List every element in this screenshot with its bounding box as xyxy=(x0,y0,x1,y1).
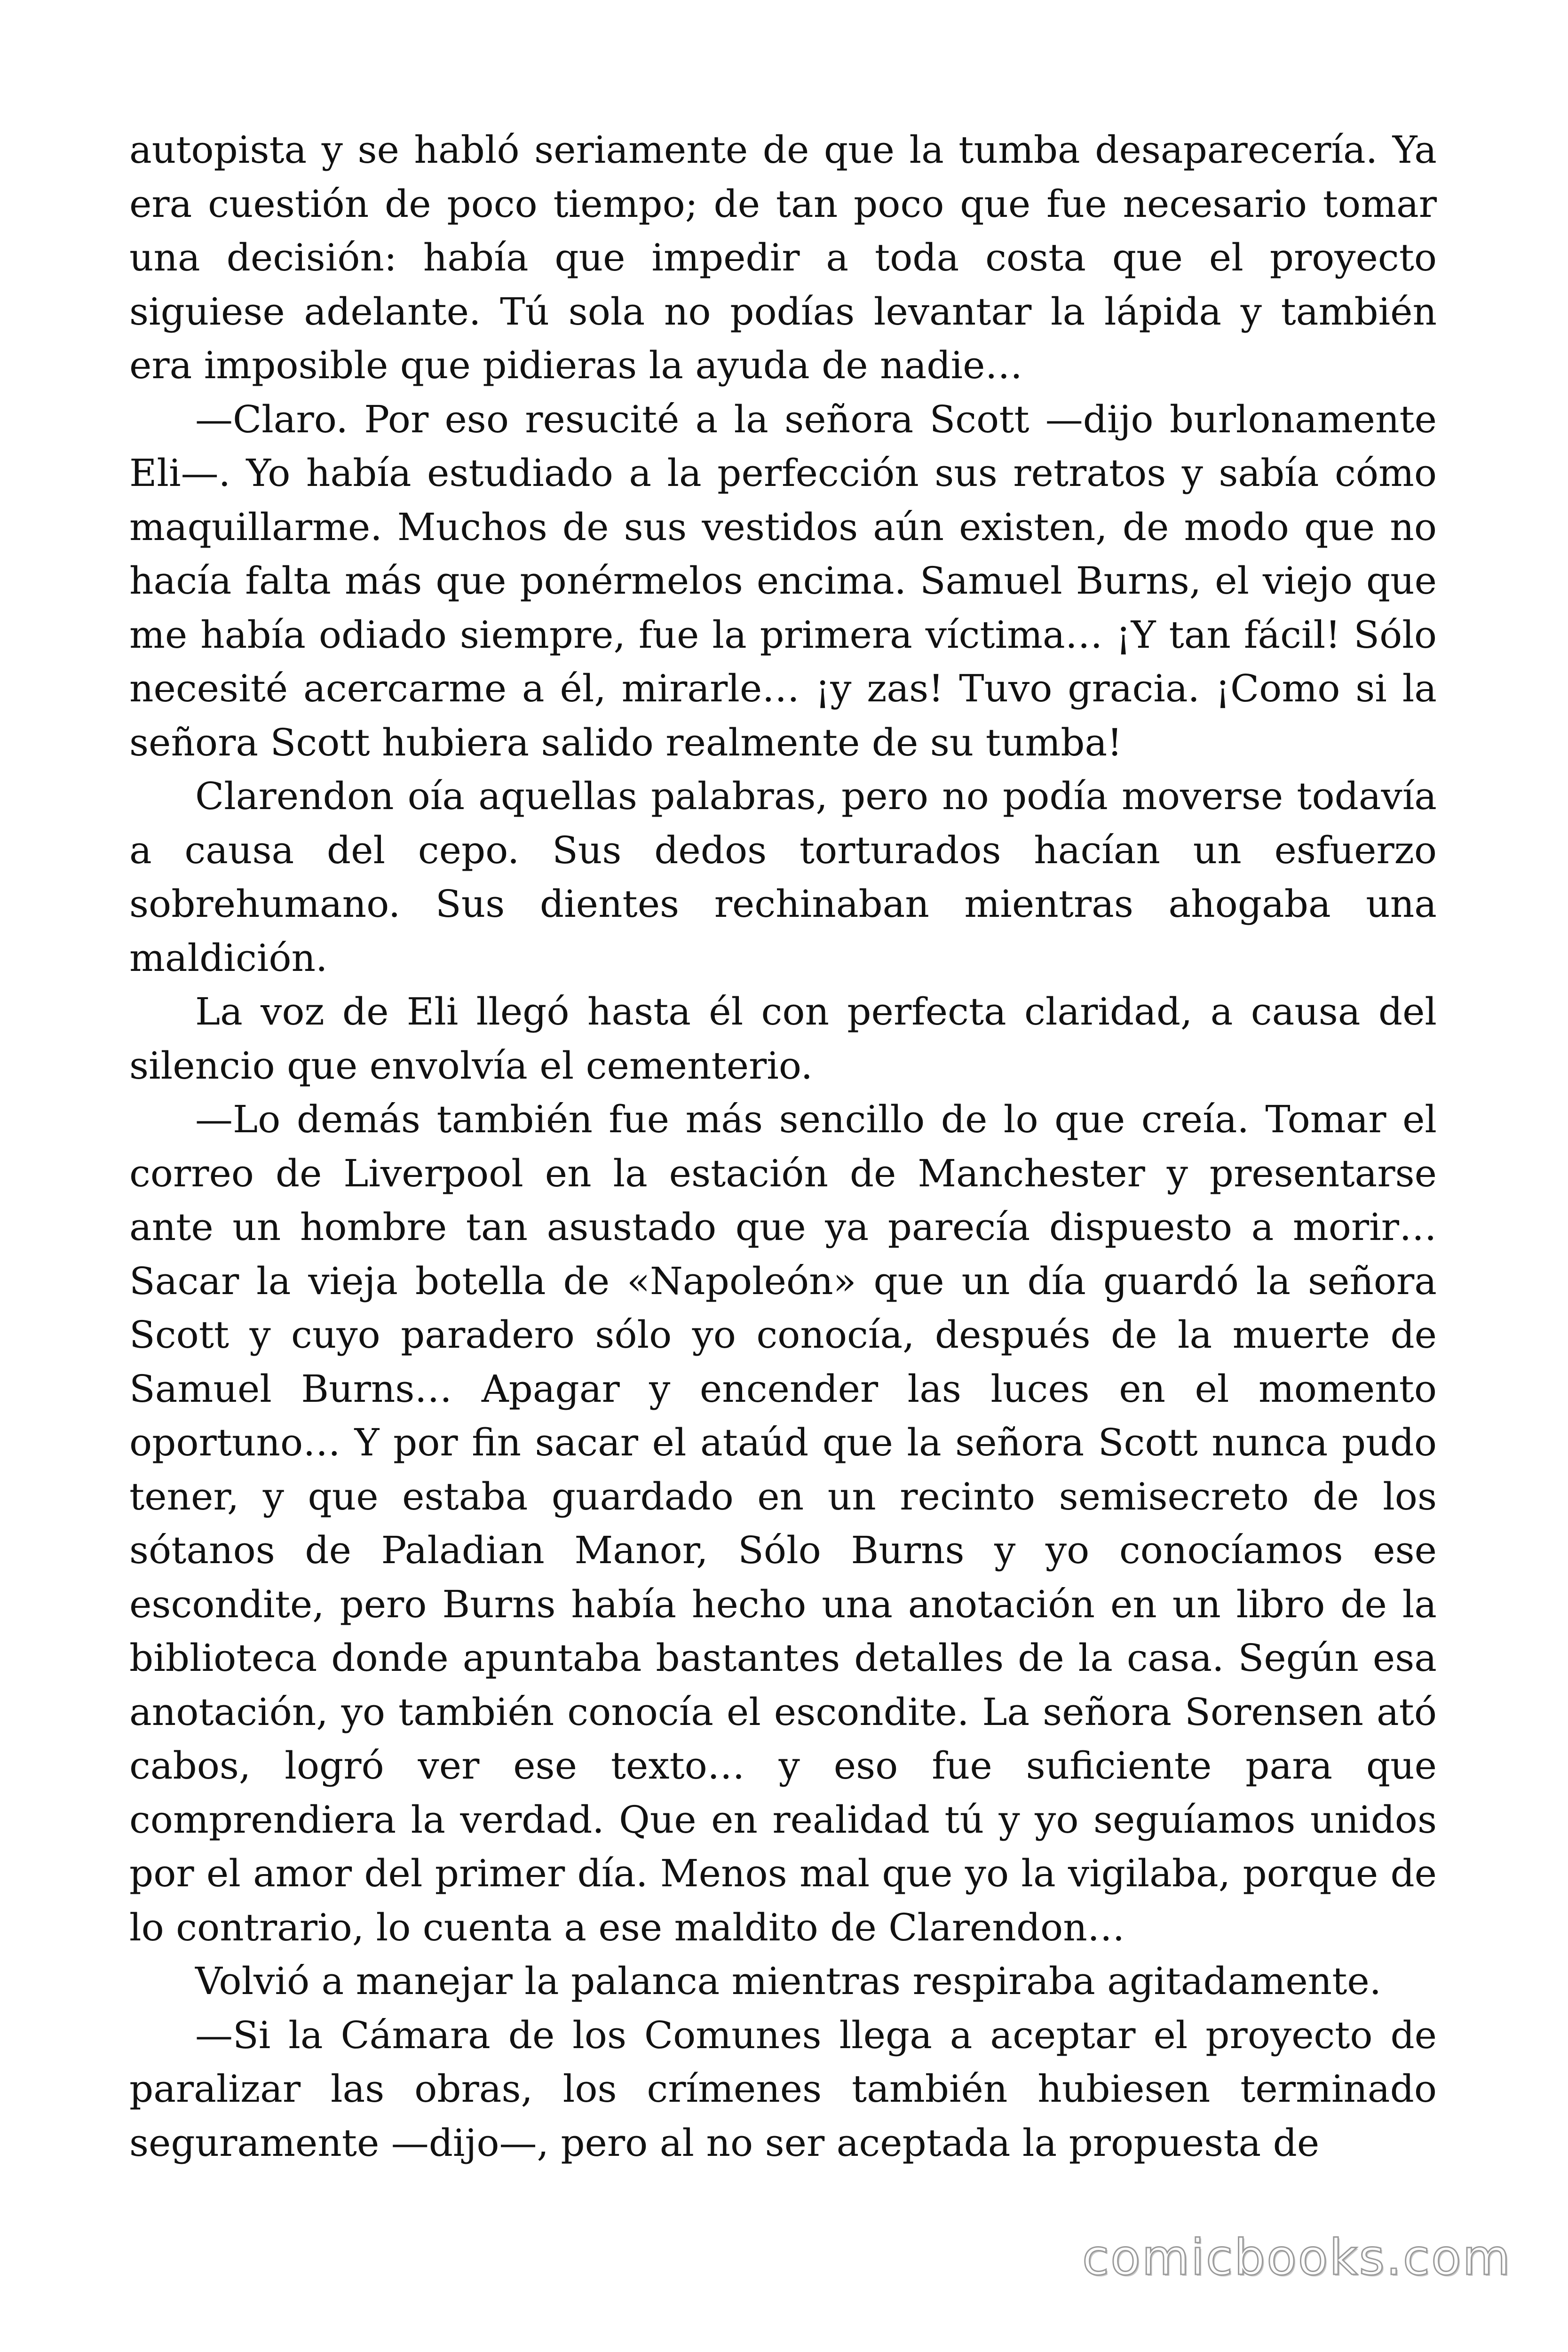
paragraph: —Claro. Por eso resucité a la señora Scott —dijo burlonamente Eli—. Yo había estudiado a la perfección sus retratos y sabía cómo maquillarme. Muchos de sus vestidos aún existen, de modo que no hacía falta más que ponérmelos encima. Samuel Burns, el viejo que me había odiado siempre, fue la primera víctima… ¡Y tan fácil! Sólo necesité acercarme a él, mirarle… ¡y zas! Tuvo gracia. ¡Como si la señora Scott hubiera salido realmente de su tumba! xyxy=(129,397,1437,764)
body-text xyxy=(129,123,1437,2170)
paragraph: —Si la Cámara de los Comunes llega a aceptar el proyecto de paralizar las obras, los crímenes también hubiesen terminado seguramente —dijo—, pero al no ser aceptada la propuesta de xyxy=(129,2013,1437,2165)
paragraph: Clarendon oía aquellas palabras, pero no podía moverse todavía a causa del cepo. Sus dedos torturados hacían un esfuerzo sobrehumano. Sus dientes rechinaban mientras ahogaba una maldición. xyxy=(129,774,1437,980)
paragraph: —Lo demás también fue más sencillo de lo que creía. Tomar el correo de Liverpool en la estación de Manchester y presentarse ante un hombre tan asustado que ya parecía dispuesto a morir… Sacar la vieja botella de «Napoleón» que un día guardó la señora Scott y cuyo paradero sólo yo conocía, después de la muerte de Samuel Burns… Apagar y encender las luces en el momento oportuno… Y por fin sacar el ataúd que la señora Scott nunca pudo tener, y que estaba guardado en un recinto semisecreto de los sótanos de Paladian Manor, Sólo Burns y yo conocíamos ese escondite, pero Burns había hecho una anotación en un libro de la biblioteca donde apuntaba bastantes detalles de la casa. Según esa anotación, yo también conocía el escondite. La señora Sorensen ató cabos, logró ver ese texto… y eso fue suficiente para que comprendiera la verdad. Que en realidad tú y yo seguíamos unidos por el amor del primer día. Menos mal que yo la vigilaba, porque de lo contrario, lo cuenta a ese maldito de Clarendon… xyxy=(129,1097,1437,1949)
paragraph: La voz de Eli llegó hasta él con perfecta claridad, a causa del silencio que envolvía el cementerio. xyxy=(129,990,1437,1088)
paragraph: Volvió a manejar la palanca mientras respiraba agitadamente. xyxy=(195,1959,1382,2003)
paragraph: autopista y se habló seriamente de que la tumba desaparecería. Ya era cuestión de poco tiempo; de tan poco que fue necesario tomar una decisión: había que impedir a toda costa que el proyecto siguiese adelante. Tú sola no podías levantar la lápida y también era imposible que pidieras la ayuda de nadie… xyxy=(129,128,1437,387)
watermark-logo: comicbooks.com xyxy=(1082,2229,1512,2286)
